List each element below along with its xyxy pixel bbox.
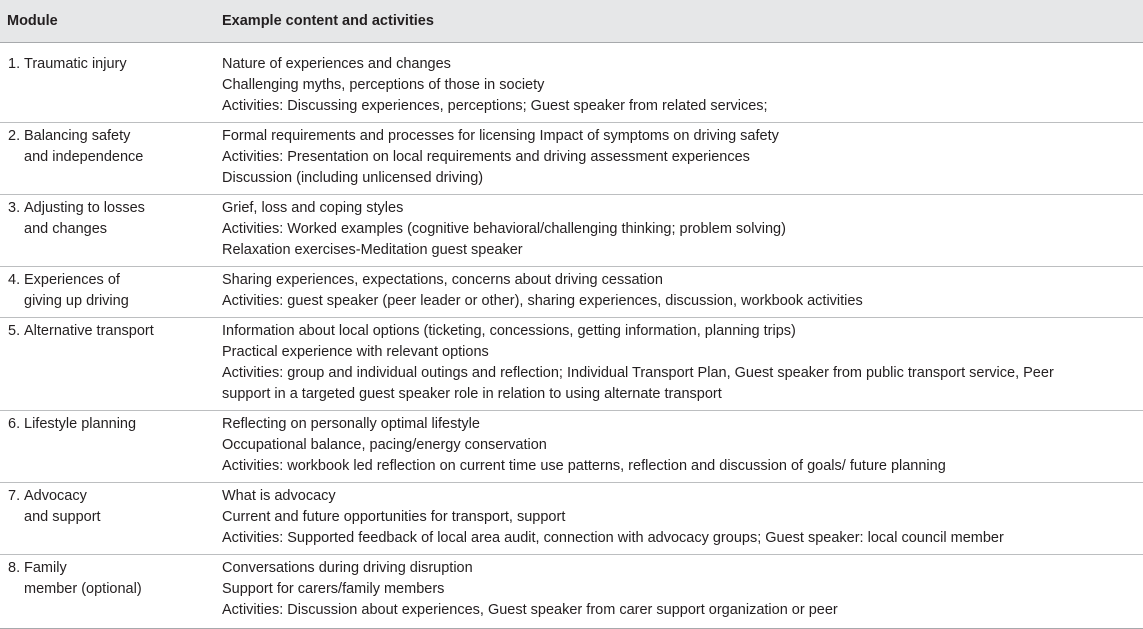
content-line: Formal requirements and processes for licensing Impact of symptoms on driving safety bbox=[222, 128, 779, 144]
module-number: 1. bbox=[8, 56, 21, 72]
table-row bbox=[0, 195, 1143, 267]
module-cell bbox=[0, 318, 222, 411]
content-line: Activities: group and individual outings and reflection; Individual Transport Plan, Guest speaker from public transport service, Peer bbox=[222, 365, 1054, 381]
content-line: Reflecting on personally optimal lifestyle bbox=[222, 416, 480, 432]
table-row bbox=[0, 123, 1143, 195]
module-name-line: Alternative transport bbox=[24, 323, 154, 339]
content-line: Sharing experiences, expectations, concerns about driving cessation bbox=[222, 272, 663, 288]
table-row bbox=[0, 43, 1143, 123]
module-label bbox=[8, 126, 222, 168]
module-number: 2. bbox=[8, 128, 21, 144]
content-line: Current and future opportunities for transport, support bbox=[222, 509, 566, 525]
content-line: Occupational balance, pacing/energy conservation bbox=[222, 437, 547, 453]
content-line: Activities: guest speaker (peer leader or other), sharing experiences, discussion, workbook activities bbox=[222, 293, 863, 309]
module-name bbox=[24, 486, 222, 528]
module-number: 5. bbox=[8, 323, 21, 339]
module-name-line: Advocacy bbox=[24, 488, 87, 504]
content-cell bbox=[222, 483, 1143, 555]
module-name-line: Lifestyle planning bbox=[24, 416, 137, 432]
module-name-line: and changes bbox=[24, 221, 108, 237]
content-line: Support for carers/family members bbox=[222, 581, 445, 597]
module-name bbox=[24, 198, 222, 240]
module-label bbox=[8, 270, 222, 312]
module-label bbox=[8, 198, 222, 240]
content-line: Activities: Discussing experiences, perceptions; Guest speaker from related services; bbox=[222, 98, 768, 114]
module-name-line: Experiences of bbox=[24, 272, 120, 288]
module-number: 3. bbox=[8, 200, 21, 216]
module-label bbox=[8, 558, 222, 600]
module-name bbox=[24, 126, 222, 168]
table-row bbox=[0, 267, 1143, 318]
module-name-line: giving up driving bbox=[24, 293, 129, 309]
content-cell bbox=[222, 267, 1143, 318]
module-cell bbox=[0, 411, 222, 483]
content-line: Nature of experiences and changes bbox=[222, 56, 451, 72]
table-row bbox=[0, 555, 1143, 629]
module-cell bbox=[0, 555, 222, 629]
table-header-row bbox=[0, 0, 1143, 43]
content-cell bbox=[222, 411, 1143, 483]
content-line: What is advocacy bbox=[222, 488, 336, 504]
module-name bbox=[24, 54, 222, 75]
module-name-line: and independence bbox=[24, 149, 144, 165]
module-name bbox=[24, 558, 222, 600]
module-cell bbox=[0, 195, 222, 267]
module-cell bbox=[0, 123, 222, 195]
module-number: 4. bbox=[8, 272, 21, 288]
content-line: Practical experience with relevant options bbox=[222, 344, 489, 360]
content-line: Activities: Supported feedback of local area audit, connection with advocacy groups; Guest speaker: local council member bbox=[222, 530, 1004, 546]
content-line: Activities: Presentation on local requirements and driving assessment experiences bbox=[222, 149, 750, 165]
content-cell bbox=[222, 195, 1143, 267]
module-name bbox=[24, 270, 222, 312]
header-content: Example content and activities bbox=[222, 0, 1143, 43]
module-name bbox=[24, 321, 222, 342]
module-name-line: Adjusting to losses bbox=[24, 200, 145, 216]
module-label bbox=[8, 486, 222, 528]
module-name-line: Traumatic injury bbox=[24, 56, 127, 72]
module-label bbox=[8, 321, 222, 342]
content-line: Grief, loss and coping styles bbox=[222, 200, 404, 216]
content-line: Conversations during driving disruption bbox=[222, 560, 473, 576]
content-line: Discussion (including unlicensed driving) bbox=[222, 170, 484, 186]
module-cell bbox=[0, 483, 222, 555]
content-cell bbox=[222, 555, 1143, 629]
content-cell bbox=[222, 43, 1143, 123]
module-label bbox=[8, 414, 222, 435]
module-number: 6. bbox=[8, 416, 21, 432]
content-line: Activities: Discussion about experiences, Guest speaker from carer support organization or peer bbox=[222, 602, 838, 618]
module-cell bbox=[0, 267, 222, 318]
module-cell bbox=[0, 43, 222, 123]
module-name bbox=[24, 414, 222, 435]
module-number: 8. bbox=[8, 560, 21, 576]
content-line: Information about local options (ticketing, concessions, getting information, planning trips) bbox=[222, 323, 796, 339]
table-row bbox=[0, 411, 1143, 483]
module-name-line: Balancing safety bbox=[24, 128, 131, 144]
module-name-line: and support bbox=[24, 509, 101, 525]
content-line: Relaxation exercises-Meditation guest speaker bbox=[222, 242, 523, 258]
header-module: Module bbox=[0, 0, 222, 43]
module-name-line: Family bbox=[24, 560, 67, 576]
content-line: support in a targeted guest speaker role in relation to using alternate transport bbox=[222, 386, 722, 402]
table-row bbox=[0, 483, 1143, 555]
module-name-line: member (optional) bbox=[24, 581, 142, 597]
table-row bbox=[0, 318, 1143, 411]
content-line: Challenging myths, perceptions of those in society bbox=[222, 77, 545, 93]
content-cell bbox=[222, 123, 1143, 195]
module-label bbox=[8, 54, 222, 75]
module-number: 7. bbox=[8, 488, 21, 504]
table-body bbox=[0, 43, 1143, 629]
content-line: Activities: workbook led reflection on current time use patterns, reflection and discussion of goals/ future planning bbox=[222, 458, 946, 474]
content-line: Activities: Worked examples (cognitive behavioral/challenging thinking; problem solving) bbox=[222, 221, 786, 237]
content-cell bbox=[222, 318, 1143, 411]
